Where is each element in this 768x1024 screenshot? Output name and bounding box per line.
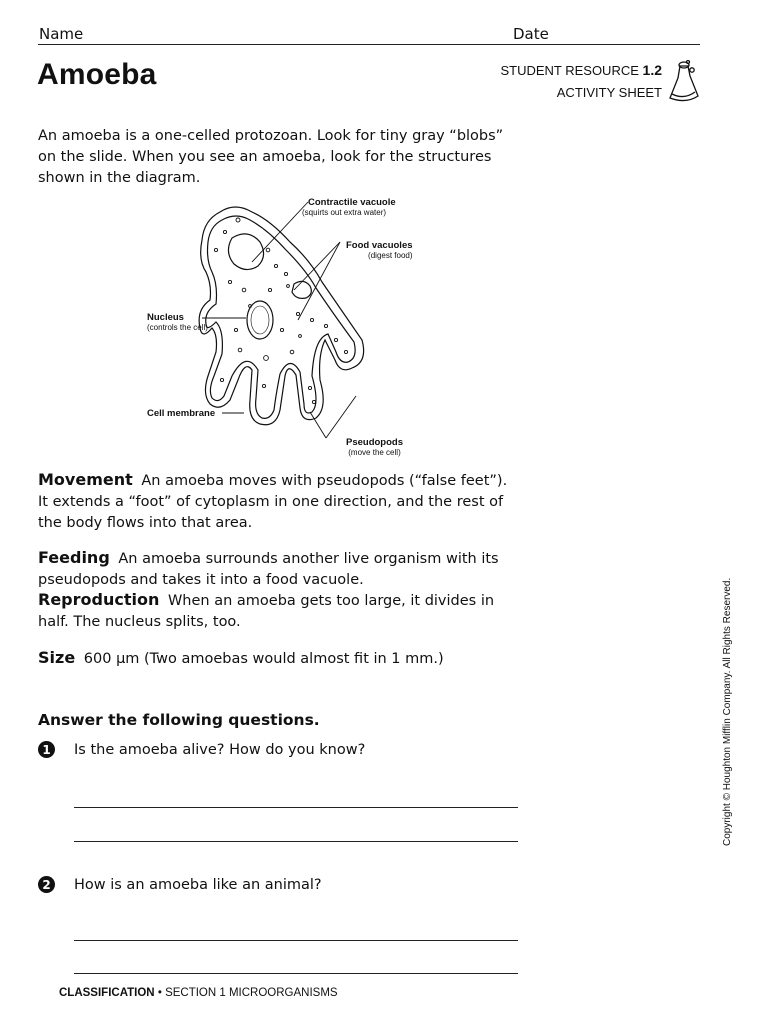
question-number-badge: 2 (38, 876, 55, 893)
movement-heading: Movement (38, 470, 133, 489)
answer-line[interactable] (74, 973, 518, 974)
resource-number: 1.2 (642, 62, 662, 78)
resource-line1 (470, 59, 662, 82)
answer-line[interactable] (74, 841, 518, 842)
movement-text: It extends a “foot” of cytoplasm in one direction, and the rest of (38, 494, 504, 510)
resource-line2: ACTIVITY SHEET (556, 85, 662, 100)
contractile-vacuole-label: Contractile vacuole (squirts out extra water) (302, 197, 396, 217)
reproduction-text: When an amoeba gets too large, it divides in (167, 593, 495, 609)
movement-text: An amoeba moves with pseudopods (“false feet”). (141, 473, 508, 489)
flask-icon (664, 60, 704, 106)
cell-membrane (199, 207, 364, 425)
cell-membrane-label: Cell membrane (147, 408, 216, 419)
resource-block (470, 59, 662, 104)
page-title: Amoeba (37, 58, 157, 91)
size-heading: Size (38, 648, 76, 667)
resource-prefix: STUDENT RESOURCE (500, 63, 639, 78)
reproduction-section (38, 589, 518, 633)
feeding-section (38, 547, 518, 591)
intro-paragraph (38, 126, 518, 189)
question-text: How is an amoeba like an animal? (74, 876, 322, 893)
header-rule (38, 44, 700, 45)
feeding-heading: Feeding (38, 548, 110, 567)
intro-line: shown in the diagram. (38, 170, 201, 186)
movement-section (38, 469, 518, 534)
footer-section: SECTION 1 MICROORGANISMS (165, 987, 338, 999)
footer-bullet: • (157, 987, 162, 999)
reproduction-heading: Reproduction (38, 590, 160, 609)
footer-unit: CLASSIFICATION (59, 987, 155, 999)
date-label: Date (513, 25, 549, 43)
question-1 (38, 741, 365, 758)
footer (59, 987, 338, 999)
movement-text: the body flows into that area. (38, 515, 253, 531)
feeding-text: pseudopods and takes it into a food vacuole. (38, 572, 364, 588)
pseudopods-label: Pseudopods (move the cell) (346, 437, 404, 457)
questions-heading: Answer the following questions. (38, 711, 320, 729)
question-2 (38, 876, 322, 893)
nucleus-label: Nucleus (controls the cell) (147, 312, 208, 332)
food-vacuoles-label: Food vacuoles (digest food) (346, 240, 413, 260)
size-section (38, 647, 518, 670)
intro-line: An amoeba is a one-celled protozoan. Look for tiny gray “blobs” (38, 128, 504, 144)
feeding-text: An amoeba surrounds another live organism with its (118, 551, 499, 567)
name-label: Name (39, 25, 84, 43)
size-text: 600 µm (Two amoebas would almost fit in 1 mm.) (83, 651, 444, 667)
copyright-notice: Copyright © Houghton Mifflin Company. All Rights Reserved. (722, 577, 733, 846)
reproduction-text: half. The nucleus splits, too. (38, 614, 241, 630)
question-text: Is the amoeba alive? How do you know? (74, 741, 366, 758)
answer-line[interactable] (74, 807, 518, 808)
question-number-badge: 1 (38, 741, 55, 758)
intro-line: on the slide. When you see an amoeba, look for the structures (38, 149, 492, 165)
answer-line[interactable] (74, 940, 518, 941)
